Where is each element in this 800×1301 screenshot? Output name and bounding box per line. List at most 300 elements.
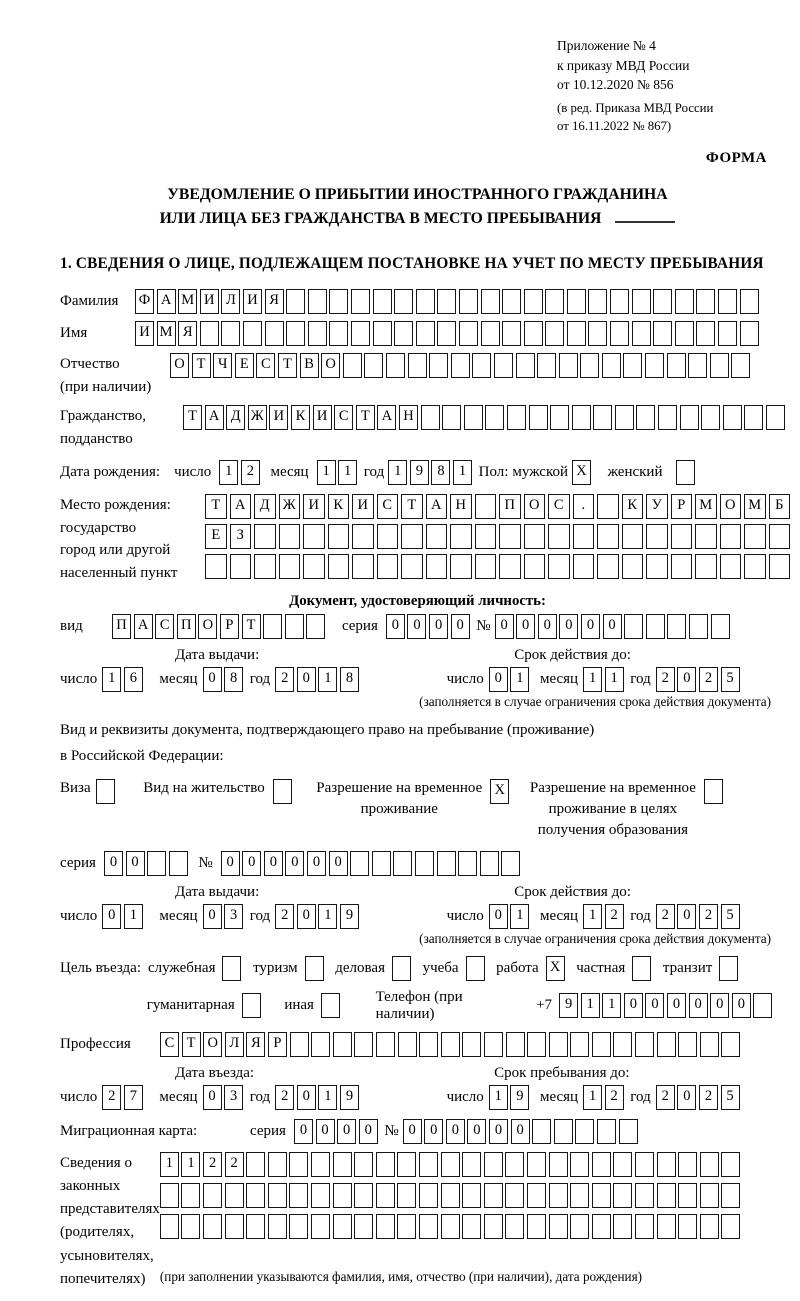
char-box[interactable]: 0 bbox=[403, 1119, 422, 1144]
purpose-business-checkbox[interactable] bbox=[392, 956, 414, 981]
char-box[interactable] bbox=[416, 321, 435, 346]
char-box[interactable] bbox=[653, 321, 672, 346]
char-box[interactable] bbox=[701, 405, 720, 430]
char-box[interactable] bbox=[506, 1032, 525, 1057]
char-box[interactable] bbox=[550, 405, 569, 430]
char-box[interactable] bbox=[442, 405, 461, 430]
char-box[interactable]: Р bbox=[671, 494, 693, 519]
char-box[interactable]: 1 bbox=[583, 1085, 602, 1110]
char-box[interactable] bbox=[753, 993, 772, 1018]
char-box[interactable]: 0 bbox=[624, 993, 643, 1018]
char-box[interactable] bbox=[392, 956, 411, 981]
char-box[interactable] bbox=[329, 289, 348, 314]
char-box[interactable] bbox=[475, 524, 497, 549]
char-box[interactable] bbox=[303, 554, 325, 579]
char-box[interactable]: И bbox=[303, 494, 325, 519]
char-box[interactable] bbox=[721, 1032, 740, 1057]
char-box[interactable]: X bbox=[490, 779, 509, 804]
char-box[interactable] bbox=[289, 1152, 308, 1177]
char-box[interactable] bbox=[537, 353, 556, 378]
doc-valid-month-input[interactable] bbox=[583, 667, 626, 692]
char-box[interactable] bbox=[718, 289, 737, 314]
char-box[interactable] bbox=[695, 554, 717, 579]
char-box[interactable] bbox=[499, 524, 521, 549]
char-box[interactable]: X bbox=[572, 460, 591, 485]
char-box[interactable] bbox=[744, 405, 763, 430]
char-box[interactable] bbox=[632, 956, 651, 981]
char-box[interactable]: 1 bbox=[318, 667, 337, 692]
char-box[interactable]: 0 bbox=[264, 851, 283, 876]
char-box[interactable]: П bbox=[177, 614, 196, 639]
char-box[interactable]: 5 bbox=[721, 904, 740, 929]
char-box[interactable] bbox=[657, 1183, 676, 1208]
char-box[interactable]: Я bbox=[178, 321, 197, 346]
char-box[interactable] bbox=[279, 554, 301, 579]
char-box[interactable]: 0 bbox=[677, 667, 696, 692]
char-box[interactable] bbox=[421, 405, 440, 430]
char-box[interactable] bbox=[740, 289, 759, 314]
char-box[interactable]: И bbox=[135, 321, 154, 346]
char-box[interactable] bbox=[376, 1214, 395, 1239]
char-box[interactable] bbox=[613, 1152, 632, 1177]
char-box[interactable] bbox=[311, 1183, 330, 1208]
char-box[interactable]: 0 bbox=[424, 1119, 443, 1144]
char-box[interactable]: 2 bbox=[605, 1085, 624, 1110]
char-box[interactable] bbox=[329, 321, 348, 346]
char-box[interactable] bbox=[462, 1152, 481, 1177]
char-box[interactable] bbox=[700, 1032, 719, 1057]
char-box[interactable] bbox=[593, 405, 612, 430]
char-box[interactable] bbox=[246, 1183, 265, 1208]
char-box[interactable]: Т bbox=[183, 405, 202, 430]
char-box[interactable]: 0 bbox=[710, 993, 729, 1018]
doc-number-input[interactable] bbox=[495, 614, 733, 639]
char-box[interactable] bbox=[723, 405, 742, 430]
char-box[interactable] bbox=[481, 289, 500, 314]
char-box[interactable] bbox=[401, 554, 423, 579]
char-box[interactable] bbox=[289, 1183, 308, 1208]
char-box[interactable] bbox=[592, 1183, 611, 1208]
char-box[interactable] bbox=[364, 353, 383, 378]
char-box[interactable] bbox=[632, 321, 651, 346]
stay-year-input[interactable] bbox=[656, 1085, 742, 1110]
char-box[interactable] bbox=[200, 321, 219, 346]
char-box[interactable]: 0 bbox=[677, 904, 696, 929]
char-box[interactable] bbox=[689, 614, 708, 639]
char-box[interactable]: 0 bbox=[511, 1119, 530, 1144]
char-box[interactable]: 8 bbox=[340, 667, 359, 692]
char-box[interactable] bbox=[481, 321, 500, 346]
char-box[interactable] bbox=[688, 353, 707, 378]
char-box[interactable]: 1 bbox=[605, 667, 624, 692]
char-box[interactable] bbox=[719, 956, 738, 981]
char-box[interactable]: П bbox=[112, 614, 131, 639]
char-box[interactable]: Т bbox=[401, 494, 423, 519]
char-box[interactable]: 0 bbox=[495, 614, 514, 639]
char-box[interactable]: О bbox=[720, 494, 742, 519]
char-box[interactable]: 2 bbox=[699, 1085, 718, 1110]
char-box[interactable] bbox=[484, 1214, 503, 1239]
char-box[interactable]: 2 bbox=[241, 460, 260, 485]
char-box[interactable]: 2 bbox=[699, 667, 718, 692]
char-box[interactable] bbox=[597, 494, 619, 519]
char-box[interactable] bbox=[721, 1183, 740, 1208]
char-box[interactable] bbox=[676, 460, 695, 485]
char-box[interactable]: И bbox=[313, 405, 332, 430]
char-box[interactable]: Р bbox=[268, 1032, 287, 1057]
char-box[interactable]: А bbox=[426, 494, 448, 519]
char-box[interactable] bbox=[645, 353, 664, 378]
char-box[interactable] bbox=[653, 289, 672, 314]
char-box[interactable]: О bbox=[170, 353, 189, 378]
migration-series-input[interactable] bbox=[294, 1119, 380, 1144]
char-box[interactable] bbox=[744, 554, 766, 579]
char-box[interactable]: 2 bbox=[102, 1085, 121, 1110]
char-box[interactable] bbox=[597, 554, 619, 579]
char-box[interactable] bbox=[333, 1214, 352, 1239]
char-box[interactable] bbox=[769, 554, 791, 579]
char-box[interactable]: К bbox=[328, 494, 350, 519]
gender-male-checkbox[interactable] bbox=[572, 460, 594, 485]
char-box[interactable]: 1 bbox=[510, 904, 529, 929]
char-box[interactable] bbox=[419, 1183, 438, 1208]
gender-female-checkbox[interactable] bbox=[676, 460, 698, 485]
char-box[interactable]: Ж bbox=[248, 405, 267, 430]
char-box[interactable] bbox=[580, 353, 599, 378]
char-box[interactable] bbox=[352, 524, 374, 549]
char-box[interactable] bbox=[308, 289, 327, 314]
char-box[interactable]: С bbox=[155, 614, 174, 639]
char-box[interactable] bbox=[588, 289, 607, 314]
char-box[interactable] bbox=[373, 289, 392, 314]
char-box[interactable] bbox=[613, 1183, 632, 1208]
char-box[interactable]: Т bbox=[278, 353, 297, 378]
char-box[interactable] bbox=[450, 524, 472, 549]
char-box[interactable] bbox=[532, 1119, 551, 1144]
char-box[interactable] bbox=[246, 1214, 265, 1239]
char-box[interactable]: Н bbox=[399, 405, 418, 430]
char-box[interactable] bbox=[548, 524, 570, 549]
char-box[interactable]: 0 bbox=[294, 1119, 313, 1144]
char-box[interactable] bbox=[181, 1214, 200, 1239]
char-box[interactable]: А bbox=[230, 494, 252, 519]
char-box[interactable] bbox=[376, 1032, 395, 1057]
char-box[interactable] bbox=[354, 1214, 373, 1239]
char-box[interactable] bbox=[718, 321, 737, 346]
char-box[interactable]: 0 bbox=[559, 614, 578, 639]
char-box[interactable]: 1 bbox=[581, 993, 600, 1018]
char-box[interactable]: М bbox=[157, 321, 176, 346]
char-box[interactable] bbox=[720, 554, 742, 579]
char-box[interactable] bbox=[635, 1214, 654, 1239]
char-box[interactable]: 0 bbox=[489, 667, 508, 692]
char-box[interactable]: . bbox=[573, 494, 595, 519]
char-box[interactable]: 0 bbox=[677, 1085, 696, 1110]
char-box[interactable]: О bbox=[198, 614, 217, 639]
char-box[interactable] bbox=[549, 1214, 568, 1239]
char-box[interactable]: 8 bbox=[224, 667, 243, 692]
char-box[interactable] bbox=[615, 405, 634, 430]
citizenship-input[interactable] bbox=[183, 405, 788, 430]
char-box[interactable]: 2 bbox=[605, 904, 624, 929]
char-box[interactable] bbox=[700, 1152, 719, 1177]
char-box[interactable] bbox=[393, 851, 412, 876]
char-box[interactable] bbox=[484, 1183, 503, 1208]
representatives-row1-input[interactable] bbox=[160, 1152, 743, 1177]
char-box[interactable] bbox=[160, 1214, 179, 1239]
char-box[interactable] bbox=[394, 289, 413, 314]
char-box[interactable] bbox=[613, 1214, 632, 1239]
char-box[interactable] bbox=[273, 779, 292, 804]
stay-day-input[interactable] bbox=[489, 1085, 532, 1110]
char-box[interactable] bbox=[242, 993, 261, 1018]
char-box[interactable]: И bbox=[243, 289, 262, 314]
char-box[interactable] bbox=[675, 321, 694, 346]
char-box[interactable] bbox=[505, 1183, 524, 1208]
char-box[interactable]: 2 bbox=[656, 904, 675, 929]
char-box[interactable] bbox=[696, 321, 715, 346]
char-box[interactable] bbox=[321, 993, 340, 1018]
doc-issue-year-input[interactable] bbox=[275, 667, 361, 692]
char-box[interactable]: 0 bbox=[467, 1119, 486, 1144]
char-box[interactable]: П bbox=[499, 494, 521, 519]
char-box[interactable]: А bbox=[157, 289, 176, 314]
char-box[interactable] bbox=[265, 321, 284, 346]
char-box[interactable]: 2 bbox=[203, 1152, 222, 1177]
char-box[interactable] bbox=[575, 1119, 594, 1144]
char-box[interactable] bbox=[597, 1119, 616, 1144]
char-box[interactable]: 0 bbox=[407, 614, 426, 639]
char-box[interactable] bbox=[622, 554, 644, 579]
char-box[interactable] bbox=[398, 1032, 417, 1057]
char-box[interactable] bbox=[597, 524, 619, 549]
char-box[interactable] bbox=[286, 321, 305, 346]
char-box[interactable] bbox=[524, 321, 543, 346]
char-box[interactable] bbox=[373, 321, 392, 346]
char-box[interactable] bbox=[377, 524, 399, 549]
char-box[interactable] bbox=[505, 1214, 524, 1239]
surname-input[interactable] bbox=[135, 289, 761, 314]
char-box[interactable]: 0 bbox=[285, 851, 304, 876]
char-box[interactable] bbox=[376, 1152, 395, 1177]
char-box[interactable]: М bbox=[744, 494, 766, 519]
char-box[interactable]: Я bbox=[265, 289, 284, 314]
char-box[interactable]: 5 bbox=[721, 1085, 740, 1110]
char-box[interactable] bbox=[263, 614, 282, 639]
char-box[interactable] bbox=[721, 1152, 740, 1177]
char-box[interactable]: 1 bbox=[388, 460, 407, 485]
char-box[interactable] bbox=[711, 614, 730, 639]
char-box[interactable]: 0 bbox=[603, 614, 622, 639]
char-box[interactable] bbox=[466, 956, 485, 981]
char-box[interactable] bbox=[567, 321, 586, 346]
char-box[interactable] bbox=[700, 1214, 719, 1239]
char-box[interactable]: Д bbox=[226, 405, 245, 430]
char-box[interactable] bbox=[351, 289, 370, 314]
char-box[interactable]: 0 bbox=[104, 851, 123, 876]
char-box[interactable]: 9 bbox=[510, 1085, 529, 1110]
given-name-input[interactable] bbox=[135, 321, 761, 346]
char-box[interactable]: Т bbox=[192, 353, 211, 378]
char-box[interactable] bbox=[419, 1032, 438, 1057]
char-box[interactable] bbox=[524, 289, 543, 314]
char-box[interactable] bbox=[695, 524, 717, 549]
edu-residence-checkbox[interactable] bbox=[704, 779, 726, 804]
char-box[interactable] bbox=[441, 1152, 460, 1177]
char-box[interactable]: 0 bbox=[581, 614, 600, 639]
permit-issue-day-input[interactable] bbox=[102, 904, 145, 929]
char-box[interactable] bbox=[243, 321, 262, 346]
char-box[interactable] bbox=[397, 1183, 416, 1208]
char-box[interactable] bbox=[554, 1119, 573, 1144]
char-box[interactable]: С bbox=[548, 494, 570, 519]
char-box[interactable] bbox=[419, 1152, 438, 1177]
char-box[interactable] bbox=[635, 1152, 654, 1177]
char-box[interactable]: О bbox=[524, 494, 546, 519]
residence-permit-checkbox[interactable] bbox=[273, 779, 295, 804]
char-box[interactable] bbox=[408, 353, 427, 378]
char-box[interactable] bbox=[354, 1032, 373, 1057]
char-box[interactable]: 0 bbox=[337, 1119, 356, 1144]
char-box[interactable]: Н bbox=[450, 494, 472, 519]
char-box[interactable] bbox=[96, 779, 115, 804]
char-box[interactable]: 1 bbox=[102, 667, 121, 692]
char-box[interactable]: Т bbox=[182, 1032, 201, 1057]
char-box[interactable] bbox=[545, 289, 564, 314]
patronymic-input[interactable] bbox=[170, 353, 753, 378]
char-box[interactable] bbox=[441, 1183, 460, 1208]
char-box[interactable] bbox=[527, 1183, 546, 1208]
char-box[interactable] bbox=[671, 524, 693, 549]
char-box[interactable] bbox=[680, 405, 699, 430]
purpose-work-checkbox[interactable] bbox=[546, 956, 568, 981]
birth-place-country-input[interactable] bbox=[205, 494, 793, 519]
char-box[interactable]: Т bbox=[242, 614, 261, 639]
char-box[interactable]: О bbox=[321, 353, 340, 378]
char-box[interactable] bbox=[305, 956, 324, 981]
char-box[interactable] bbox=[657, 1032, 676, 1057]
char-box[interactable] bbox=[328, 524, 350, 549]
char-box[interactable]: С bbox=[377, 494, 399, 519]
char-box[interactable]: Е bbox=[205, 524, 227, 549]
char-box[interactable]: 7 bbox=[124, 1085, 143, 1110]
char-box[interactable]: Л bbox=[225, 1032, 244, 1057]
char-box[interactable]: Ч bbox=[213, 353, 232, 378]
char-box[interactable] bbox=[268, 1183, 287, 1208]
char-box[interactable] bbox=[333, 1152, 352, 1177]
char-box[interactable] bbox=[731, 353, 750, 378]
char-box[interactable]: 1 bbox=[317, 460, 336, 485]
char-box[interactable] bbox=[303, 524, 325, 549]
char-box[interactable]: 6 bbox=[124, 667, 143, 692]
char-box[interactable]: О bbox=[203, 1032, 222, 1057]
char-box[interactable]: 1 bbox=[510, 667, 529, 692]
char-box[interactable] bbox=[769, 524, 791, 549]
char-box[interactable] bbox=[484, 1032, 503, 1057]
visa-checkbox[interactable] bbox=[96, 779, 118, 804]
char-box[interactable]: Т bbox=[205, 494, 227, 519]
char-box[interactable]: И bbox=[352, 494, 374, 519]
char-box[interactable] bbox=[696, 289, 715, 314]
entry-year-input[interactable] bbox=[275, 1085, 361, 1110]
char-box[interactable] bbox=[592, 1032, 611, 1057]
char-box[interactable]: И bbox=[269, 405, 288, 430]
char-box[interactable] bbox=[635, 1183, 654, 1208]
char-box[interactable] bbox=[462, 1214, 481, 1239]
char-box[interactable] bbox=[437, 321, 456, 346]
char-box[interactable] bbox=[549, 1152, 568, 1177]
entry-month-input[interactable] bbox=[203, 1085, 246, 1110]
char-box[interactable] bbox=[225, 1214, 244, 1239]
char-box[interactable] bbox=[570, 1032, 589, 1057]
char-box[interactable]: 0 bbox=[645, 993, 664, 1018]
permit-series-input[interactable] bbox=[104, 851, 190, 876]
char-box[interactable] bbox=[570, 1214, 589, 1239]
char-box[interactable] bbox=[545, 321, 564, 346]
char-box[interactable] bbox=[704, 779, 723, 804]
char-box[interactable] bbox=[475, 494, 497, 519]
char-box[interactable]: 0 bbox=[297, 1085, 316, 1110]
char-box[interactable] bbox=[646, 554, 668, 579]
char-box[interactable] bbox=[437, 289, 456, 314]
doc-series-input[interactable] bbox=[386, 614, 472, 639]
char-box[interactable] bbox=[524, 524, 546, 549]
char-box[interactable] bbox=[203, 1183, 222, 1208]
char-box[interactable] bbox=[667, 353, 686, 378]
char-box[interactable] bbox=[311, 1214, 330, 1239]
char-box[interactable] bbox=[279, 524, 301, 549]
char-box[interactable]: С bbox=[160, 1032, 179, 1057]
doc-type-input[interactable] bbox=[112, 614, 328, 639]
char-box[interactable] bbox=[254, 524, 276, 549]
char-box[interactable]: Я bbox=[246, 1032, 265, 1057]
char-box[interactable]: 0 bbox=[386, 614, 405, 639]
char-box[interactable] bbox=[437, 851, 456, 876]
char-box[interactable] bbox=[429, 353, 448, 378]
entry-day-input[interactable] bbox=[102, 1085, 145, 1110]
char-box[interactable]: 1 bbox=[489, 1085, 508, 1110]
char-box[interactable] bbox=[613, 1032, 632, 1057]
char-box[interactable] bbox=[588, 321, 607, 346]
char-box[interactable] bbox=[419, 1214, 438, 1239]
char-box[interactable]: 0 bbox=[297, 667, 316, 692]
char-box[interactable]: 3 bbox=[224, 904, 243, 929]
char-box[interactable] bbox=[549, 1032, 568, 1057]
char-box[interactable] bbox=[567, 289, 586, 314]
char-box[interactable]: 0 bbox=[689, 993, 708, 1018]
char-box[interactable] bbox=[559, 353, 578, 378]
birth-place-extra-input[interactable] bbox=[205, 554, 793, 579]
char-box[interactable]: 9 bbox=[340, 1085, 359, 1110]
char-box[interactable]: 2 bbox=[656, 1085, 675, 1110]
char-box[interactable]: 5 bbox=[721, 667, 740, 692]
temp-residence-checkbox[interactable] bbox=[490, 779, 512, 804]
char-box[interactable] bbox=[333, 1032, 352, 1057]
char-box[interactable]: К bbox=[291, 405, 310, 430]
char-box[interactable] bbox=[527, 1152, 546, 1177]
char-box[interactable]: 0 bbox=[297, 904, 316, 929]
char-box[interactable] bbox=[744, 524, 766, 549]
purpose-tourism-checkbox[interactable] bbox=[305, 956, 327, 981]
purpose-other-checkbox[interactable] bbox=[321, 993, 343, 1018]
char-box[interactable] bbox=[285, 614, 304, 639]
purpose-humanitarian-checkbox[interactable] bbox=[242, 993, 264, 1018]
representatives-row2-input[interactable] bbox=[160, 1183, 743, 1208]
char-box[interactable] bbox=[397, 1214, 416, 1239]
char-box[interactable]: М bbox=[695, 494, 717, 519]
char-box[interactable]: 1 bbox=[338, 460, 357, 485]
char-box[interactable]: А bbox=[377, 405, 396, 430]
